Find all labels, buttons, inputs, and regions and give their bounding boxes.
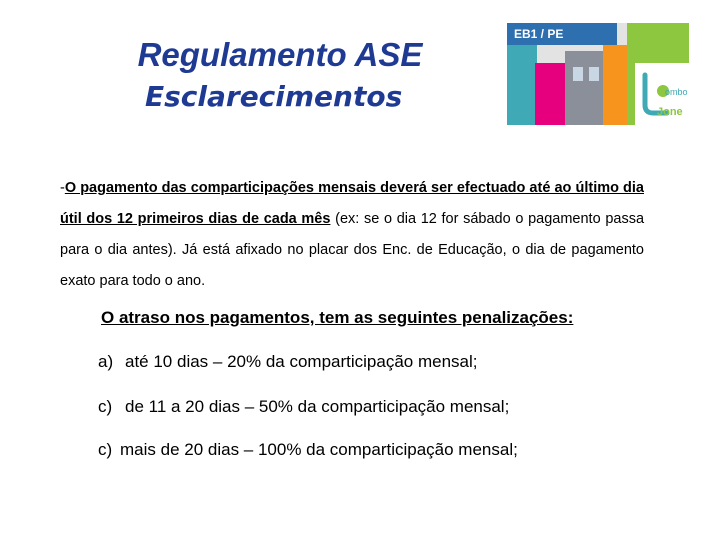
penalties-heading: O atraso nos pagamentos, tem as seguintes penalizações: bbox=[101, 308, 574, 327]
school-logo bbox=[507, 23, 689, 125]
list-marker: c) bbox=[98, 397, 113, 416]
list-text: até 10 dias – 20% da comparticipação mensal; bbox=[125, 352, 478, 371]
list-item bbox=[98, 397, 509, 417]
list-text: de 11 a 20 dias – 50% da comparticipação mensal; bbox=[125, 397, 510, 416]
logo-brand-1: ombo bbox=[665, 87, 688, 97]
list-item bbox=[98, 440, 518, 460]
list-item bbox=[98, 352, 477, 372]
paragraph-dash: - bbox=[60, 180, 65, 196]
slide-subtitle: Esclarecimentos bbox=[145, 80, 403, 113]
paragraph-normal-text: (ex: se o dia 12 for sábado o pagamento passa para o dia antes). Já está afixado no placar dos Enc. de Educação, o dia de pagamento exato para todo o ano. bbox=[60, 211, 645, 289]
slide-title: Regulamento ASE bbox=[137, 36, 423, 73]
payment-paragraph bbox=[60, 173, 644, 297]
logo-label: EB1 / PE bbox=[514, 27, 564, 41]
list-marker: c) bbox=[98, 440, 113, 459]
list-marker: a) bbox=[98, 352, 114, 371]
list-text: mais de 20 dias – 100% da comparticipação mensal; bbox=[120, 440, 518, 459]
paragraph-bold-text: O pagamento das comparticipações mensais deverá ser efectuado até ao último dia útil dos 12 primeiros dias de cada mês bbox=[60, 180, 644, 227]
logo-brand-2: Jone bbox=[657, 106, 683, 118]
